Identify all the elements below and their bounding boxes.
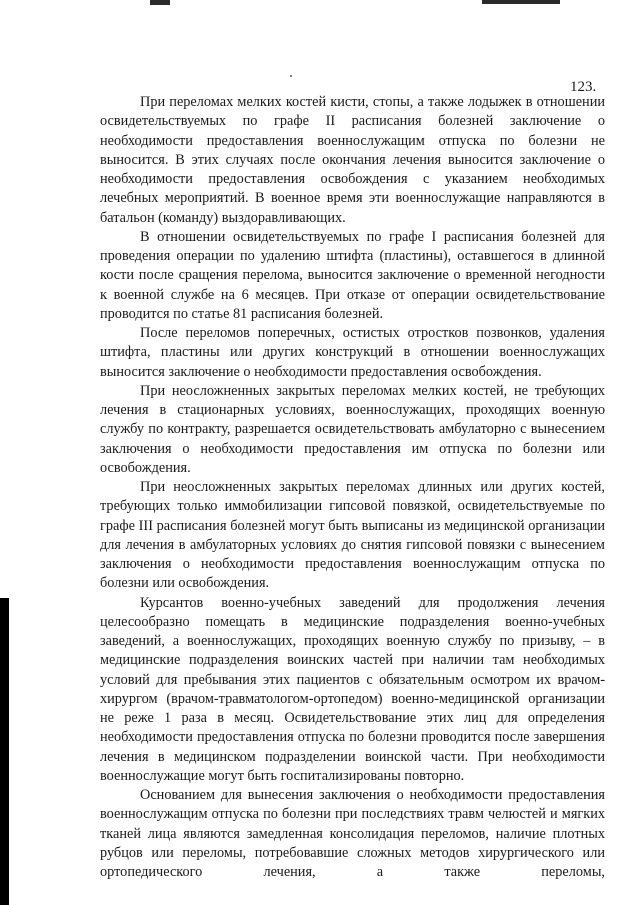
paragraph-7: Основанием для вынесения заключения о необходимости предоставления военнослужащим отпуска по болезни при последствиях травм челюстей и мягких тканей лица являются замедленная консолидация переломов, наличие плотных рубцов или переломы, потребовавшие сложных методов хирургического или ортопедического лечения, а также переломы,: [100, 787, 605, 880]
document-body: [100, 93, 605, 882]
paragraph-1: При переломах мелких костей кисти, стопы, а также лодыжек в отношении освидетельствуемых по графе II расписания болезней заключение о необходимости предоставления военнослужащим отпуска по болезни не выносится. В этих случаях после окончания лечения выносится заключение о необходимости предоставления освобождения с указанием необходимых лечебных мероприятий. В военное время эти военнослужащие направляются в батальон (команду) выздоравливающих.: [100, 94, 605, 226]
page-number: 123.: [570, 79, 597, 95]
paragraph-3: После переломов поперечных, остистых отростков позвонков, удаления штифта, пластины или других конструкций в отношении военнослужащих выносится заключение о необходимости предоставления освобождения.: [100, 325, 605, 380]
paragraph-2: В отношении освидетельствуемых по графе I расписания болезней для проведения операции по удалению штифта (пластины), оставшегося в длинной кости после сращения перелома, выносится заключение о временной негодности к военной службе на 6 месяцев. При отказе от операции освидетельствование проводится по статье 81 расписания болезней.: [100, 228, 605, 322]
paragraph-4: При неосложненных закрытых переломах мелких костей, не требующих лечения в стационарных условиях, военнослужащих, проходящих военную службу по контракту, разрешается освидетельствовать амбулаторно с вынесением заключения о необходимости предоставления им отпуска по болезни или освобождения.: [100, 382, 605, 476]
paragraph-5: При неосложненных закрытых переломах длинных или других костей, требующих только иммобилизации гипсовой повязкой, освидетельствуемые по графе III расписания болезней могут быть выписаны из медицинской организации для лечения в амбулаторных условиях до снятия гипсовой повязки с вынесением заключения о необходимости предоставления военнослужащим отпуска по болезни или освобождения.: [100, 479, 605, 592]
paragraph-6: Курсантов военно-учебных заведений для продолжения лечения целесообразно помещать в медицинские подразделения военно-учебных заведений, а военнослужащих, проходящих военную службу по призыву, – в медицинские подразделения воинских частей при наличии там необходимых условий для пребывания этих пациентов с обязательным осмотром их врачом-хирургом (врачом-травматологом-ортопедом) военно-медицинской организации не реже 1 раза в месяц. Освидетельствование этих лиц для определения необходимости предоставления отпуска по болезни проводится после завершения лечения в медицинском подразделении воинской части. При необходимости военнослужащие могут быть госпитализированы повторно.: [100, 594, 605, 784]
scan-artifact-top: [150, 0, 170, 5]
scan-artifact-left-edge: [0, 598, 9, 905]
scan-artifact-top-right: [482, 0, 560, 4]
scan-speck: [290, 75, 292, 77]
